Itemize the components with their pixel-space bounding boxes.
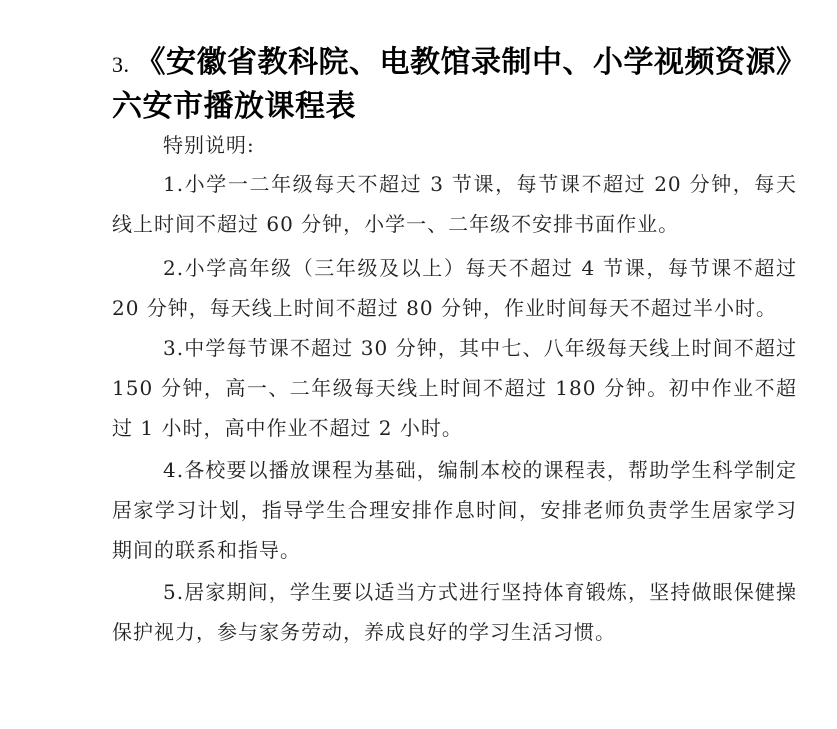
note-item-1: 1.小学一二年级每天不超过 3 节课，每节课不超过 20 分钟，每天线上时间不超过 60 分钟，小学一、二年级不安排书面作业。 xyxy=(112,172,797,236)
document-title xyxy=(112,42,812,128)
note-item-5: 5.居家期间，学生要以适当方式进行坚持体育锻炼，坚持做眼保健操保护视力，参与家务劳动，养成良好的学习生活习惯。 xyxy=(112,580,797,644)
note-item-3: 3.中学每节课不超过 30 分钟，其中七、八年级每天线上时间不超过 150 分钟，高一、二年级每天线上时间不超过 180 分钟。初中作业不超过 1 小时，高中作业不超过 2 小时。 xyxy=(112,336,797,440)
note-item-2: 2.小学高年级（三年级及以上）每天不超过 4 节课，每节课不超过 20 分钟，每天线上时间不超过 80 分钟，作业时间每天不超过半小时。 xyxy=(112,256,797,320)
title-number: 3. xyxy=(112,52,130,77)
title-text: 《安徽省教科院、电教馆录制中、小学视频资源》六安市播放课程表 xyxy=(112,45,807,124)
note-item-4: 4.各校要以播放课程为基础，编制本校的课程表，帮助学生科学制定居家学习计划，指导学生合理安排作息时间，安排老师负责学生居家学习期间的联系和指导。 xyxy=(112,458,797,562)
special-note-label: 特别说明: xyxy=(163,133,255,157)
